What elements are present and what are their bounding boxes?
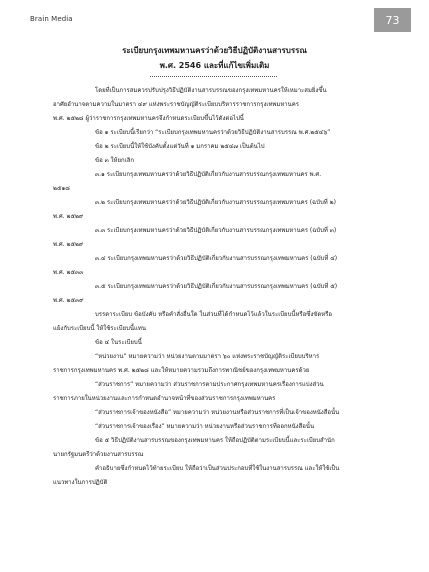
body-line: พ.ศ. ๒๕๓๓ bbox=[53, 269, 84, 276]
body-line: ๓.๒ ระเบียบกรุงเทพมหานครว่าด้วยวิธีปฏิบัติเกี่ยวกับงานสารบรรณกรุงเทพมหานคร (ฉบับที่ ๒) bbox=[95, 199, 336, 206]
body-line: ข้อ ๓ ให้ยกเลิก bbox=[95, 157, 135, 164]
body-line: “ส่วนราชการเจ้าของเรื่อง” หมายความว่า หน่วยงานหรือส่วนราชการที่ออกหนังสือนั้น bbox=[95, 423, 315, 430]
body-line: ข้อ ๕ วิธีปฏิบัติงานสารบรรณของกรุงเทพมหานคร ให้ถือปฏิบัติตามระเบียบนี้และระเบียบสำนัก bbox=[95, 437, 335, 444]
body-line: ข้อ ๑ ระเบียบนี้เรียกว่า “ระเบียบกรุงเทพมหานครว่าด้วยวิธีปฏิบัติงานสารบรรณ พ.ศ.๒๕๔๖” bbox=[95, 129, 331, 136]
body-line: “หน่วยงาน” หมายความว่า หน่วยงานตามมาตรา ๖๐ แห่งพระราชบัญญัติระเบียบบริหาร bbox=[95, 353, 320, 360]
body-line: พ.ศ. ๒๕๓๙ bbox=[53, 297, 84, 304]
page-number: 73 bbox=[385, 13, 400, 27]
body-line: ข้อ ๒ ระเบียบนี้ให้ใช้บังคับตั้งแต่วันที่ ๑ มกราคม ๒๕๔๗ เป็นต้นไป bbox=[95, 143, 265, 150]
page-header bbox=[0, 8, 429, 34]
body-line: พ.ศ. ๒๕๒๙ bbox=[53, 213, 84, 220]
body-line: “ส่วนราชการเจ้าของหนังสือ” หมายความว่า หน่วยงานหรือส่วนราชการที่เป็นเจ้าของหนังสือนั้น bbox=[95, 409, 340, 416]
body-line: ๓.๑ ระเบียบกรุงเทพมหานครว่าด้วยวิธีปฏิบัติเกี่ยวกับงานสารบรรณกรุงเทพมหานคร พ.ศ. bbox=[95, 171, 322, 178]
body-line: คำอธิบายซึ่งกำหนดไว้ท้ายระเบียบ ให้ถือว่าเป็นส่วนประกอบที่ใช้ในงานสารบรรณ และให้ใช้เป็น bbox=[95, 465, 340, 472]
body-line: ๓.๔ ระเบียบกรุงเทพมหานครว่าด้วยวิธีปฏิบัติเกี่ยวกับงานสารบรรณกรุงเทพมหานคร (ฉบับที่ ๔) bbox=[95, 255, 338, 262]
body-line: แย้งกับระเบียบนี้ ให้ใช้ระเบียบนี้แทน bbox=[53, 325, 146, 332]
body-line: นายกรัฐมนตรีว่าด้วยงานสารบรรณ bbox=[53, 451, 144, 458]
body-line: ราชการภายในหน่วยงานและการกำหนดอำนาจหน้าที่ของส่วนราชการกรุงเทพมหานคร bbox=[53, 395, 276, 402]
body-line: ราชการกรุงเทพมหานคร พ.ศ. ๒๕๒๘ และให้หมายความรวมถึงการพาณิชย์ของกรุงเทพมหานครด้วย bbox=[53, 367, 310, 374]
document-subtitle: พ.ศ. 2546 และที่แก้ไขเพิ่มเติม bbox=[159, 61, 270, 70]
body-line: พ.ศ. ๒๕๒๘ ผู้ว่าราชการกรุงเทพมหานครจึงกำหนดระเบียบขึ้นไว้ดังต่อไปนี้ bbox=[53, 115, 244, 122]
body-line: แนวทางในการปฏิบัติ bbox=[53, 479, 108, 486]
body-line: บรรดาระเบียบ ข้อบังคับ หรือคำสั่งอื่นใด ในส่วนที่ได้กำหนดไว้แล้วในระเบียบนี้หรือซึ่งขัดหรือ bbox=[95, 311, 333, 318]
body-line: อาศัยอำนาจตามความในมาตรา ๔๙ แห่งพระราชบัญญัติระเบียบบริหารราชการกรุงเทพมหานคร bbox=[53, 101, 299, 108]
body-line: “ส่วนราชการ” หมายความว่า ส่วนราชการตามประกาศกรุงเทพมหานครเรื่องการแบ่งส่วน bbox=[95, 381, 324, 388]
body-line: ๒๕๑๘ bbox=[53, 185, 70, 192]
body-line: พ.ศ. ๒๕๒๙ bbox=[53, 241, 84, 248]
body-line: โดยที่เป็นการสมควรปรับปรุงวิธีปฏิบัติงานสารบรรณของกรุงเทพมหานครให้เหมาะสมยิ่งขึ้น bbox=[95, 87, 327, 94]
document-body bbox=[53, 84, 405, 490]
body-line: ๓.๓ ระเบียบกรุงเทพมหานครว่าด้วยวิธีปฏิบัติเกี่ยวกับงานสารบรรณกรุงเทพมหานคร (ฉบับที่ ๓) bbox=[95, 227, 337, 234]
brand-name: Brain Media bbox=[30, 15, 73, 23]
body-line: ข้อ ๔ ในระเบียบนี้ bbox=[95, 339, 142, 346]
title-divider bbox=[150, 76, 278, 77]
document-title: ระเบียบกรุงเทพมหานครว่าด้วยวิธีปฏิบัติงานสารบรรณ bbox=[122, 46, 307, 55]
body-line: ๓.๕ ระเบียบกรุงเทพมหานครว่าด้วยวิธีปฏิบัติเกี่ยวกับงานสารบรรณกรุงเทพมหานคร (ฉบับที่ ๕) bbox=[95, 283, 338, 290]
page-number-badge bbox=[374, 8, 411, 32]
